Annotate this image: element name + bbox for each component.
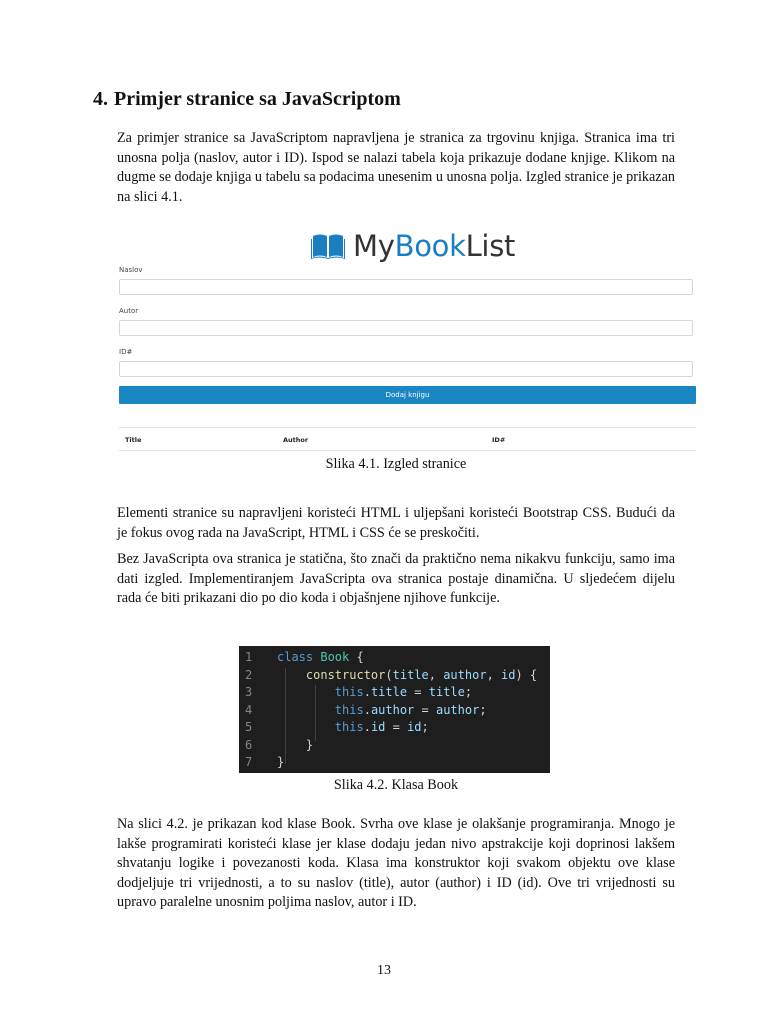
- code-token: class: [277, 650, 321, 664]
- code-token: ;: [421, 720, 429, 734]
- line-number: 4: [245, 702, 253, 717]
- section-heading: [93, 88, 401, 111]
- code-token: .: [363, 702, 371, 717]
- code-token: {: [349, 650, 364, 664]
- code-line: [239, 755, 284, 773]
- code-token: ) {: [515, 667, 538, 682]
- line-number: 2: [245, 667, 253, 682]
- code-line: [239, 738, 313, 756]
- line-number: 7: [245, 755, 253, 769]
- code-token: =: [385, 720, 408, 734]
- paragraph-javascript: Bez JavaScripta ova stranica je statična, što znači da praktično nema nikakvu funkciju, samo ima dati izgled. Implementiranjem JavaScripta ova stranica postaje dinamična. U sljedećem dijelu rada će biti prikazani dio po dio koda i objašnjene njihove funkcije.: [117, 551, 675, 606]
- id-input[interactable]: [119, 361, 693, 377]
- naslov-input[interactable]: [119, 279, 693, 295]
- code-line: [239, 668, 537, 686]
- code-token: [277, 685, 335, 699]
- code-token: Book: [320, 650, 350, 664]
- logo-text-list: List: [465, 229, 516, 263]
- table-header-title: Title: [125, 436, 142, 444]
- naslov-label: Naslov: [119, 266, 143, 274]
- code-token: id: [370, 720, 386, 734]
- code-snippet-book-class: [239, 646, 550, 773]
- code-token: title: [370, 685, 408, 699]
- code-token: ;: [479, 702, 487, 717]
- line-number: 6: [245, 737, 253, 752]
- code-token: =: [414, 702, 436, 717]
- code-line: [239, 685, 472, 703]
- code-token: ,: [486, 667, 502, 682]
- open-book-icon: [311, 233, 345, 259]
- code-line: [239, 703, 487, 721]
- page-number: 13: [377, 963, 391, 978]
- id-label: ID#: [119, 348, 133, 356]
- table-header-author: Author: [283, 436, 309, 444]
- section-number: 4.: [93, 88, 108, 110]
- code-token: [277, 703, 335, 717]
- logo-text: [353, 229, 515, 263]
- code-token: author: [435, 702, 480, 717]
- code-token: [277, 720, 335, 734]
- code-token: .: [363, 720, 371, 734]
- paragraph-html-css: Elementi stranice su napravljeni koristeći HTML i uljepšani koristeći Bootstrap CSS. Budući da je fokus ovog rada na JavaScript, HTML i CSS će se preskočiti.: [117, 505, 675, 541]
- code-token: }: [277, 737, 314, 752]
- code-line: [239, 720, 429, 738]
- line-number: 5: [245, 720, 253, 734]
- code-token: =: [407, 685, 429, 699]
- line-number: 1: [245, 650, 253, 664]
- paragraph-intro: Za primjer stranice sa JavaScriptom napravljena je stranica za trgovinu knjiga. Stranica ima tri unosna polja (naslov, autor i ID). Ispod se nalazi tabela koja prikazuje dodane knjige. Klikom na dugme se dodaje knjiga u tabelu sa podacima unesenim u unosna polja. Izgled stranice je prikazan na slici 4.1.: [117, 130, 675, 205]
- figure-page-screenshot: [117, 226, 697, 454]
- code-token: constructor: [305, 667, 386, 682]
- code-token: author: [370, 702, 415, 717]
- section-title: Primjer stranice sa JavaScriptom: [114, 88, 401, 110]
- books-table-header: [119, 427, 696, 451]
- code-token: }: [277, 755, 285, 769]
- code-token: title: [392, 667, 429, 682]
- code-line: [239, 650, 364, 668]
- code-token: (: [385, 667, 393, 682]
- code-token: ,: [428, 667, 444, 682]
- code-token: author: [443, 667, 487, 682]
- code-token: id: [501, 667, 516, 682]
- code-token: [277, 668, 306, 682]
- add-book-button[interactable]: Dodaj knjigu: [119, 386, 696, 404]
- code-token: id: [407, 720, 422, 734]
- code-token: this: [334, 685, 364, 699]
- code-token: .: [363, 685, 371, 699]
- table-header-id: ID#: [492, 436, 506, 444]
- autor-input[interactable]: [119, 320, 693, 336]
- paragraph-book-class: Na slici 4.2. je prikazan kod klase Book. Svrha ove klase je olakšanje programiranja. Mnogo je lakše programirati koristeći klase jer klase dodaju jedan nivo apstrakcije koji doprinosi lakšem shvatanju logike i povezanosti koda. Klasa ima konstruktor koji svakom objektu ove klase dodjeljuje tri vrijednosti, a to su naslov (title), autor (author) i ID (id). Ove tri vrijednosti su upravo paralelne unosnim poljima naslov, autor i ID.: [117, 816, 675, 910]
- autor-label: Autor: [119, 307, 139, 315]
- logo-text-my: My: [353, 229, 395, 263]
- code-token: this: [334, 720, 364, 734]
- code-token: ;: [464, 685, 473, 699]
- line-number: 3: [245, 685, 253, 699]
- mybooklist-logo: [311, 226, 515, 266]
- code-token: this: [334, 702, 364, 717]
- figure1-caption: Slika 4.1. Izgled stranice: [325, 456, 467, 472]
- logo-text-book: Book: [394, 229, 466, 263]
- figure2-caption: Slika 4.2. Klasa Book: [333, 777, 459, 793]
- code-token: title: [428, 685, 465, 699]
